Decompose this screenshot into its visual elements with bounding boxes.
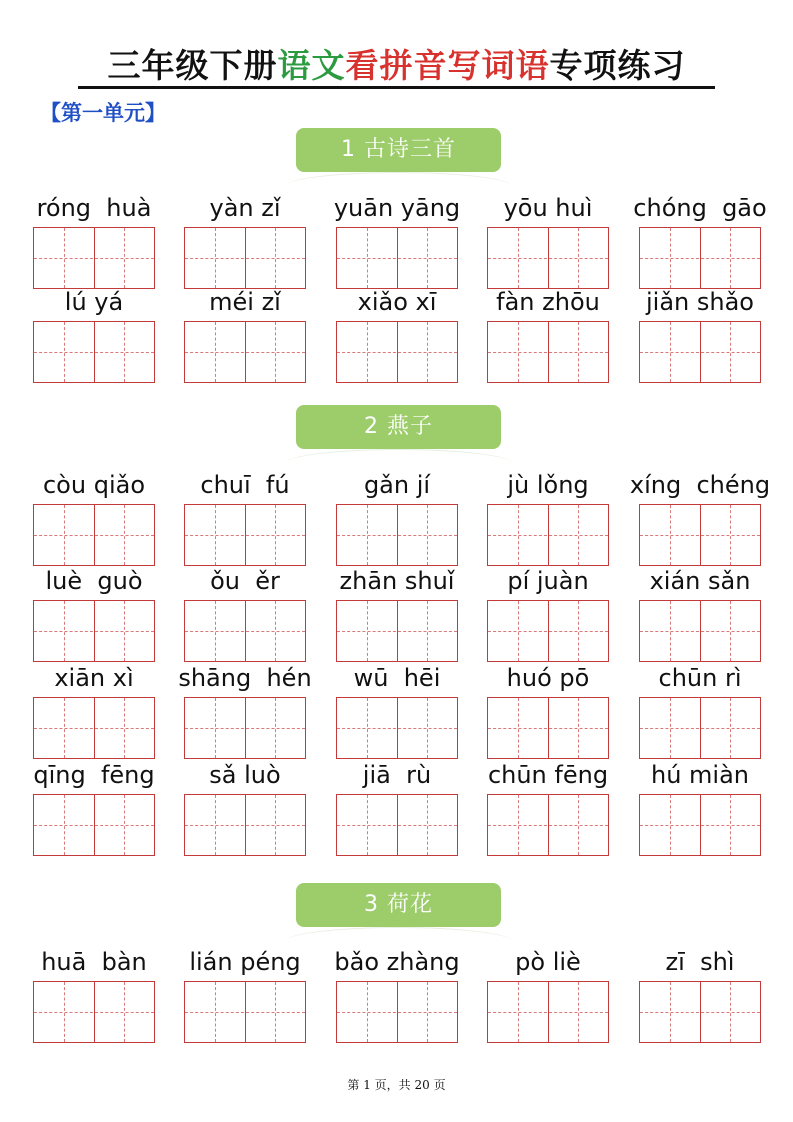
grid-line: [275, 322, 276, 382]
pinyin-label: huó pō: [506, 664, 590, 692]
writing-box[interactable]: [336, 697, 458, 759]
pinyin-label: róng huà: [36, 194, 152, 222]
grid-line: [337, 728, 457, 729]
grid-line: [34, 825, 154, 826]
grid-line: [488, 728, 608, 729]
title-part-subject: 语文: [277, 46, 346, 85]
grid-line: [730, 228, 731, 288]
grid-line: [337, 535, 457, 536]
grid-line: [124, 698, 125, 758]
grid-line: [215, 698, 216, 758]
pinyin-label: chóng gāo: [633, 194, 767, 222]
pinyin-label: gǎn jí: [363, 471, 431, 499]
grid-line: [337, 258, 457, 259]
pinyin-label: jiā rù: [362, 761, 432, 789]
grid-line: [578, 228, 579, 288]
grid-line: [427, 601, 428, 661]
pinyin-label: luè guò: [45, 567, 143, 595]
grid-line: [670, 601, 671, 661]
grid-line: [124, 505, 125, 565]
writing-box[interactable]: [33, 794, 155, 856]
writing-box[interactable]: [487, 227, 609, 289]
pinyin-label: zī shì: [665, 948, 735, 976]
grid-line: [518, 795, 519, 855]
writing-box[interactable]: [487, 981, 609, 1043]
grid-line: [427, 795, 428, 855]
grid-line: [427, 982, 428, 1042]
pinyin-label: fàn zhōu: [496, 288, 600, 316]
writing-box[interactable]: [487, 504, 609, 566]
writing-box[interactable]: [184, 321, 306, 383]
grid-line: [427, 228, 428, 288]
writing-box[interactable]: [487, 321, 609, 383]
writing-box[interactable]: [184, 697, 306, 759]
grid-line: [640, 258, 760, 259]
grid-line: [34, 728, 154, 729]
grid-line: [578, 601, 579, 661]
grid-line: [578, 698, 579, 758]
grid-line: [518, 505, 519, 565]
grid-line: [640, 728, 760, 729]
grid-line: [367, 698, 368, 758]
writing-box[interactable]: [33, 504, 155, 566]
grid-line: [640, 535, 760, 536]
grid-line: [215, 982, 216, 1042]
pinyin-label: zhān shuǐ: [339, 567, 455, 595]
grid-line: [185, 1012, 305, 1013]
grid-line: [367, 601, 368, 661]
grid-line: [34, 535, 154, 536]
pinyin-label: yuān yāng: [333, 194, 461, 222]
grid-line: [488, 1012, 608, 1013]
writing-box[interactable]: [639, 794, 761, 856]
section-header-1: 1 古诗三首: [296, 128, 501, 172]
grid-line: [670, 698, 671, 758]
grid-line: [730, 322, 731, 382]
pinyin-label: jiǎn shǎo: [646, 288, 754, 316]
pinyin-label: xíng chéng: [629, 471, 771, 499]
grid-line: [488, 258, 608, 259]
grid-line: [518, 322, 519, 382]
grid-line: [215, 505, 216, 565]
grid-line: [488, 631, 608, 632]
grid-line: [337, 631, 457, 632]
title-part-practice: 专项练习: [549, 46, 686, 85]
pinyin-label: sǎ luò: [209, 761, 281, 789]
pinyin-label: bǎo zhàng: [334, 948, 460, 976]
grid-line: [34, 352, 154, 353]
writing-box[interactable]: [184, 504, 306, 566]
writing-box[interactable]: [336, 981, 458, 1043]
grid-line: [488, 352, 608, 353]
grid-line: [670, 505, 671, 565]
pinyin-label: lián péng: [189, 948, 301, 976]
grid-line: [64, 982, 65, 1042]
grid-line: [64, 505, 65, 565]
grid-line: [64, 228, 65, 288]
grid-line: [578, 505, 579, 565]
writing-box[interactable]: [33, 697, 155, 759]
page-title: [0, 40, 793, 87]
pinyin-label: chūn fēng: [487, 761, 609, 789]
grid-line: [730, 601, 731, 661]
pinyin-label: chuī fú: [200, 471, 290, 499]
writing-box[interactable]: [336, 504, 458, 566]
writing-box[interactable]: [487, 794, 609, 856]
grid-line: [518, 982, 519, 1042]
page-footer: 第 1 页，共 20 页: [347, 1078, 446, 1092]
writing-box[interactable]: [639, 697, 761, 759]
grid-line: [34, 258, 154, 259]
pinyin-label: lú yá: [64, 288, 124, 316]
writing-box[interactable]: [336, 227, 458, 289]
grid-line: [185, 258, 305, 259]
grid-line: [64, 322, 65, 382]
grid-line: [640, 1012, 760, 1013]
unit-label: 【第一单元】: [40, 100, 166, 125]
pinyin-label: ǒu ěr: [210, 567, 280, 595]
grid-line: [185, 535, 305, 536]
pinyin-label: xián sǎn: [649, 567, 751, 595]
grid-line: [518, 228, 519, 288]
grid-line: [367, 505, 368, 565]
writing-box[interactable]: [33, 227, 155, 289]
grid-line: [518, 601, 519, 661]
grid-line: [337, 1012, 457, 1013]
grid-line: [185, 631, 305, 632]
grid-line: [215, 228, 216, 288]
pinyin-label: wū hēi: [353, 664, 441, 692]
title-underline: [78, 86, 715, 89]
grid-line: [488, 535, 608, 536]
grid-line: [124, 601, 125, 661]
grid-line: [578, 982, 579, 1042]
writing-box[interactable]: [487, 600, 609, 662]
writing-box[interactable]: [639, 981, 761, 1043]
section-header-3: 3 荷花: [296, 883, 501, 927]
grid-line: [337, 352, 457, 353]
grid-line: [275, 698, 276, 758]
pinyin-label: qīng fēng: [33, 761, 155, 789]
grid-line: [670, 795, 671, 855]
grid-line: [185, 352, 305, 353]
grid-line: [124, 322, 125, 382]
grid-line: [730, 795, 731, 855]
grid-line: [670, 982, 671, 1042]
pinyin-label: còu qiǎo: [42, 471, 145, 499]
grid-line: [730, 698, 731, 758]
grid-line: [64, 795, 65, 855]
writing-box[interactable]: [336, 794, 458, 856]
grid-line: [367, 228, 368, 288]
grid-line: [64, 698, 65, 758]
grid-line: [185, 825, 305, 826]
title-part-task: 看拼音写词语: [345, 46, 550, 85]
grid-line: [185, 728, 305, 729]
pinyin-label: huā bàn: [41, 948, 147, 976]
section-header-2: 2 燕子: [296, 405, 501, 449]
grid-line: [124, 982, 125, 1042]
writing-box[interactable]: [336, 321, 458, 383]
title-part-grade: 三年级下册: [107, 46, 278, 85]
grid-line: [730, 982, 731, 1042]
pinyin-label: yōu huì: [503, 194, 593, 222]
grid-line: [215, 795, 216, 855]
writing-box[interactable]: [184, 227, 306, 289]
pinyin-label: yàn zǐ: [209, 194, 281, 222]
grid-line: [427, 322, 428, 382]
grid-line: [275, 601, 276, 661]
grid-line: [367, 322, 368, 382]
pinyin-label: pí juàn: [507, 567, 589, 595]
grid-line: [34, 631, 154, 632]
grid-line: [367, 982, 368, 1042]
grid-line: [275, 228, 276, 288]
pinyin-label: pò liè: [515, 948, 581, 976]
grid-line: [488, 825, 608, 826]
grid-line: [518, 698, 519, 758]
grid-line: [578, 795, 579, 855]
grid-line: [367, 795, 368, 855]
writing-box[interactable]: [487, 697, 609, 759]
writing-box[interactable]: [184, 794, 306, 856]
grid-line: [215, 322, 216, 382]
grid-line: [275, 505, 276, 565]
grid-line: [427, 505, 428, 565]
writing-box[interactable]: [336, 600, 458, 662]
pinyin-label: hú miàn: [650, 761, 749, 789]
grid-line: [640, 352, 760, 353]
writing-box[interactable]: [639, 504, 761, 566]
grid-line: [427, 698, 428, 758]
grid-line: [640, 825, 760, 826]
writing-box[interactable]: [33, 981, 155, 1043]
grid-line: [64, 601, 65, 661]
grid-line: [275, 795, 276, 855]
pinyin-label: chūn rì: [658, 664, 742, 692]
writing-box[interactable]: [33, 600, 155, 662]
writing-box[interactable]: [33, 321, 155, 383]
grid-line: [275, 982, 276, 1042]
grid-line: [640, 631, 760, 632]
grid-line: [124, 795, 125, 855]
writing-box[interactable]: [639, 227, 761, 289]
pinyin-label: méi zǐ: [209, 288, 281, 316]
grid-line: [34, 1012, 154, 1013]
grid-line: [670, 322, 671, 382]
grid-line: [578, 322, 579, 382]
writing-box[interactable]: [184, 600, 306, 662]
writing-box[interactable]: [639, 321, 761, 383]
grid-line: [215, 601, 216, 661]
pinyin-label: xiǎo xī: [357, 288, 437, 316]
writing-box[interactable]: [639, 600, 761, 662]
grid-line: [337, 825, 457, 826]
pinyin-label: jù lǒng: [507, 471, 589, 499]
grid-line: [670, 228, 671, 288]
writing-box[interactable]: [184, 981, 306, 1043]
pinyin-label: shāng hén: [178, 664, 312, 692]
pinyin-label: xiān xì: [54, 664, 134, 692]
grid-line: [124, 228, 125, 288]
grid-line: [730, 505, 731, 565]
